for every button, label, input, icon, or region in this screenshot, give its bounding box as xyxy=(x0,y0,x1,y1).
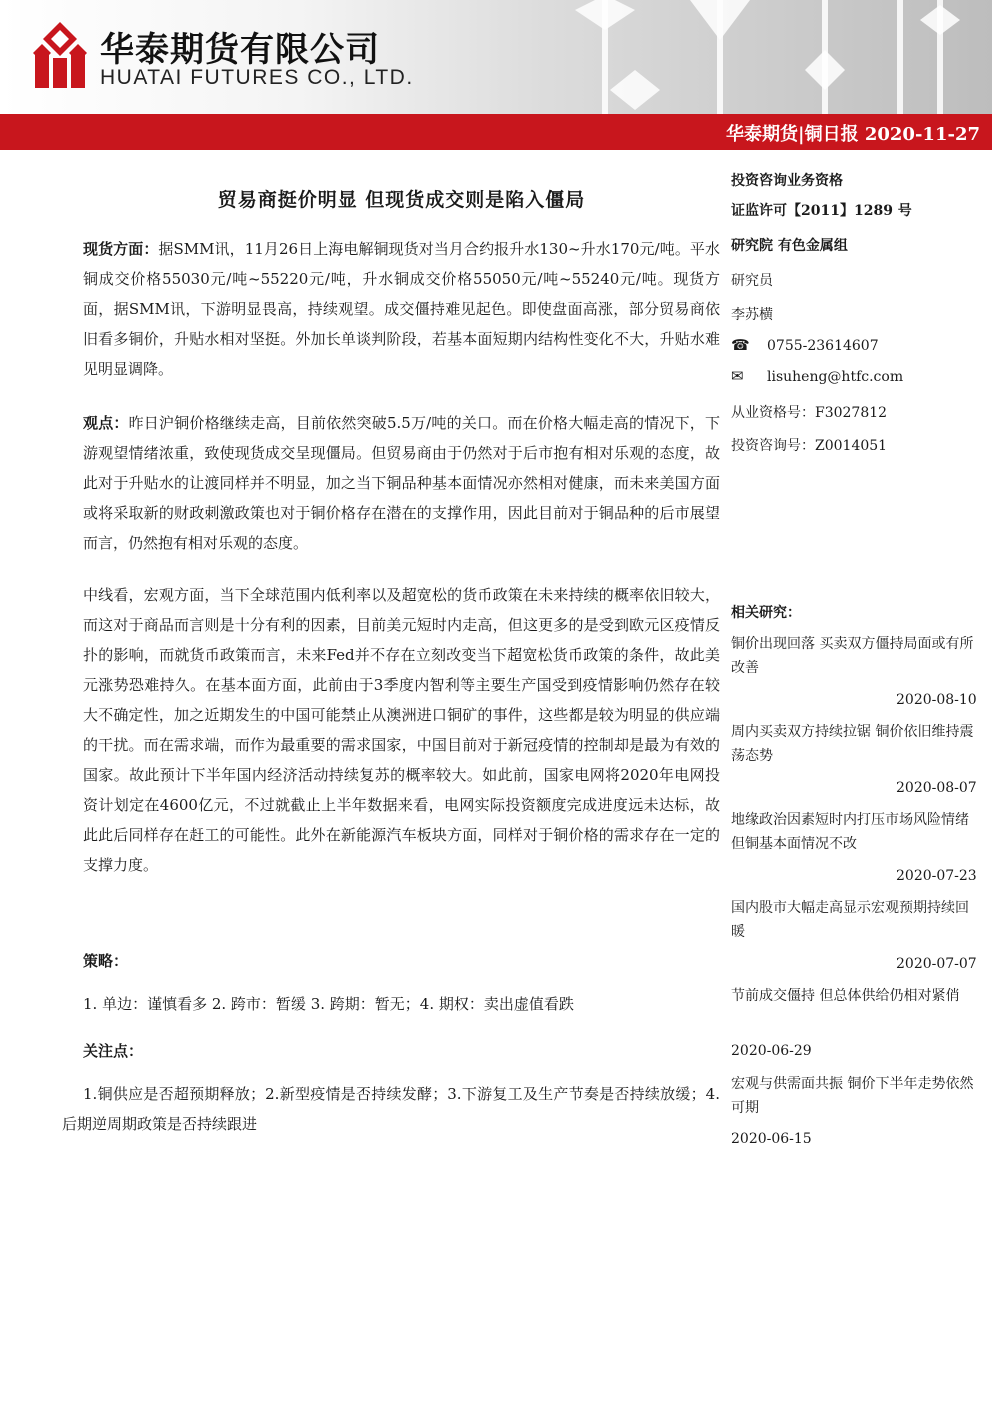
spot-lead: 现货方面： xyxy=(83,240,159,258)
related-item[interactable]: 国内股市大幅走高显示宏观预期持续回暖 xyxy=(731,900,969,940)
related-date: 2020-08-07 xyxy=(896,780,977,796)
header-banner xyxy=(0,0,992,114)
phone-number: 0755-23614607 xyxy=(767,338,879,354)
related-item[interactable]: 周内买卖双方持续拉锯 铜价依旧维持震荡态势 xyxy=(731,724,974,764)
view-text: 昨日沪铜价格继续走高，目前依然突破5.5万/吨的关口。而在价格大幅走高的情况下，下游观望情绪浓重，致使现货成交呈现僵局。但贸易商由于仍然对于后市抱有相对乐观的态度，故此对于升贴水的让渡同样并不明显，加之当下铜品种基本面情况亦然相对健康，而未来美国方面或将采取新的财政刺激政策也对于铜价格存在潜在的支撑作用，因此目前对于铜品种的后市展望而言，仍然抱有相对乐观的态度。 xyxy=(83,414,720,552)
spot-text: 据SMM讯，11月26日上海电解铜现货对当月合约报升水130~升水170元/吨。平水铜成交价格55030元/吨~55220元/吨，升水铜成交价格55050元/吨~55240元/吨。现货方面，据SMM讯，下游明显畏高，持续观望。成交僵持难见起色。即使盘面高涨，部分贸易商依旧看多铜价，升贴水相对坚挺。外加长单谈判阶段，若基本面短期内结构性变化不大，升贴水难见明显调降。 xyxy=(83,240,720,378)
header-decoration-icon xyxy=(380,0,992,114)
analyst-name: 李苏横 xyxy=(731,307,773,323)
related-heading: 相关研究： xyxy=(731,605,801,621)
mail-icon: ✉ xyxy=(731,367,744,385)
email-address[interactable]: lisuheng@htfc.com xyxy=(767,369,904,385)
report-label: 华泰期货|铜日报 2020-11-27 xyxy=(726,124,980,145)
email-row xyxy=(731,367,903,385)
phone-icon: ☎ xyxy=(731,336,750,354)
company-name-en: HUATAI FUTURES CO., LTD. xyxy=(100,66,414,89)
focus-heading: 关注点： xyxy=(83,1042,144,1060)
related-date: 2020-06-29 xyxy=(731,1043,812,1059)
related-date: 2020-07-07 xyxy=(896,956,977,972)
article-title: 贸易商挺价明显 但现货成交则是陷入僵局 xyxy=(217,189,586,211)
qualification-line-1: 投资咨询业务资格 xyxy=(731,173,843,189)
midline-paragraph: 中线看，宏观方面，当下全球范围内低利率以及超宽松的货币政策在未来持续的概率依旧较大，而这对于商品而言则是十分有利的因素，目前美元短时内走高，但这更多的是受到欧元区疫情反扑的影响，而就货币政策而言，未来Fed并不存在立刻改变当下超宽松货币政策的条件，故此美元涨势恐难持久。在基本面方面，此前由于3季度内智利等主要生产国受到疫情影响仍然存在较大不确定性，加之近期发生的中国可能禁止从澳洲进口铜矿的事件，这些都是较为明显的供应端的干扰。而在需求端，而作为最重要的需求国家，中国目前对于新冠疫情的控制却是最为有效的国家。故此预计下半年国内经济活动持续复苏的概率较大。如此前，国家电网将2020年电网投资计划定在4600亿元，不过就截止上半年数据来看，电网实际投资额度完成进度远未达标，故此此后同样存在赶工的可能性。此外在新能源汽车板块方面，同样对于铜价格的需求存在一定的支撑力度。 xyxy=(83,586,720,874)
spot-paragraph xyxy=(83,234,720,384)
strategy-heading: 策略： xyxy=(83,952,129,970)
strategy-text: 1. 单边：谨慎看多 2. 跨市：暂缓 3. 跨期：暂无；4. 期权：卖出虚值看跌 xyxy=(83,995,574,1013)
view-paragraph xyxy=(83,408,720,558)
qualification-line-2: 证监许可【2011】1289 号 xyxy=(731,203,912,219)
company-name-cn: 华泰期货有限公司 xyxy=(100,30,380,70)
role-label: 研究员 xyxy=(731,273,773,289)
related-item[interactable]: 节前成交僵持 但总体供给仍相对紧俏 xyxy=(731,988,960,1004)
focus-text: 1.铜供应是否超预期释放；2.新型疫情是否持续发酵；3.下游复工及生产节奏是否持续放缓；4. 后期逆周期政策是否持续跟进 xyxy=(62,1085,720,1133)
related-item[interactable]: 地缘政治因素短时内打压市场风险情绪 但铜基本面情况不改 xyxy=(731,812,969,852)
related-item[interactable]: 铜价出现回落 买卖双方僵持局面或有所改善 xyxy=(731,636,974,676)
institute-label: 研究院 有色金属组 xyxy=(731,238,848,254)
view-lead: 观点： xyxy=(83,414,129,432)
related-date: 2020-07-23 xyxy=(896,868,977,884)
cert-number: 从业资格号：F3027812 xyxy=(731,405,888,421)
company-logo-icon xyxy=(33,20,87,90)
related-date: 2020-06-15 xyxy=(731,1131,812,1147)
consult-number: 投资咨询号：Z0014051 xyxy=(731,438,888,454)
phone-row xyxy=(731,336,879,354)
related-date: 2020-08-10 xyxy=(896,692,977,708)
related-item[interactable]: 宏观与供需面共振 铜价下半年走势依然可期 xyxy=(731,1076,974,1116)
